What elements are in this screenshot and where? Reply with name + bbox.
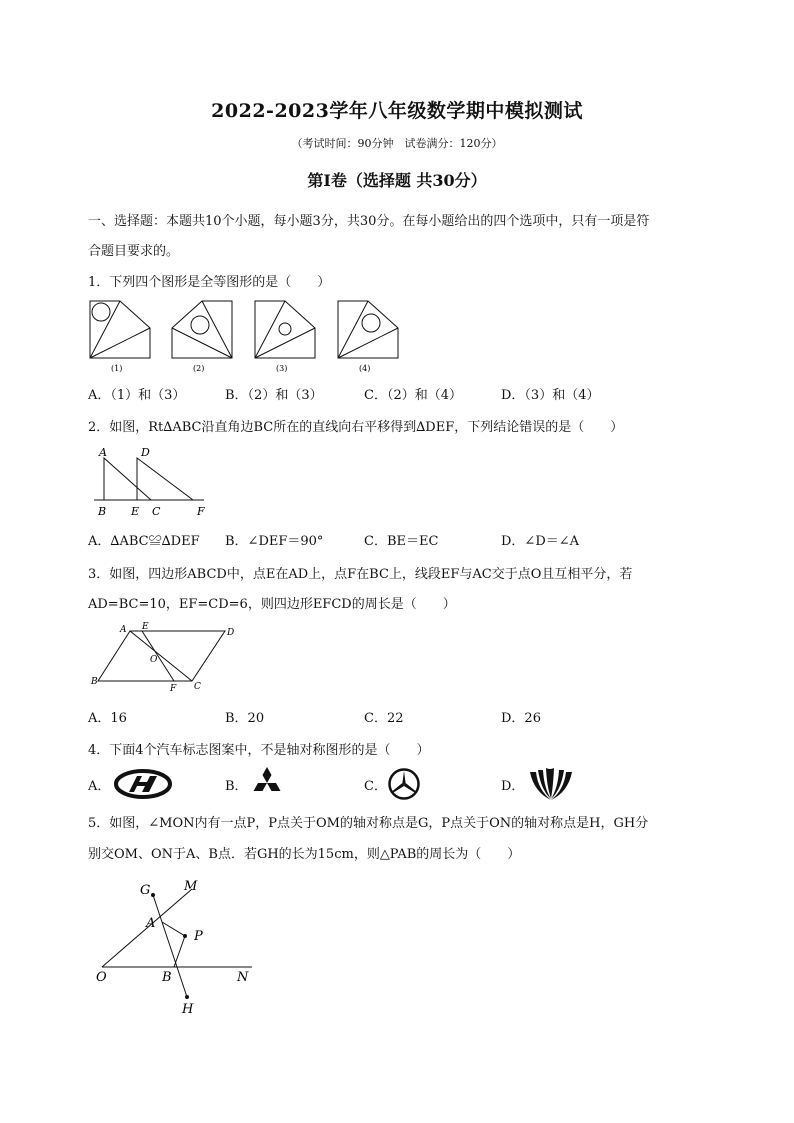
q5-stem-line-2: 别交OM、ON于A、B点．若GH的长为15cm，则△PAB的周长为（ ） [88, 847, 521, 862]
q1-stem: 1．下列四个图形是全等图形的是（ ） [88, 275, 331, 290]
q5-stem-line-1: 5．如图，∠MON内有一点P，P点关于OM的轴对称点是G，P点关于ON的轴对称点是H，GH分 [88, 816, 649, 831]
q2-point-d: D [141, 446, 150, 459]
q2-option-d[interactable]: D．∠D＝∠A [501, 534, 580, 549]
q3-point-e: E [142, 622, 149, 632]
q4-option-a[interactable]: A． [88, 779, 111, 794]
q3-option-c[interactable]: C．22 [364, 711, 404, 726]
q3-stem-line-2: AD=BC=10，EF=CD=6，则四边形EFCD的周长是（ ） [88, 597, 456, 612]
q2-point-f: F [197, 505, 205, 518]
exam-info: （考试时间：90分钟 试卷满分：120分） [291, 137, 503, 150]
q5-point-m: M [184, 879, 198, 894]
q1-option-c[interactable]: C．（2）和（4） [364, 388, 462, 403]
q2-point-a: A [99, 446, 107, 459]
q3-point-c: C [194, 682, 201, 692]
q3-point-d: D [227, 628, 235, 638]
q1-label-1: (1) [111, 364, 123, 373]
q2-option-a[interactable]: A．∆ABC≌∆DEF [88, 534, 200, 549]
q5-point-g: G [140, 883, 151, 898]
q5-point-b: B [162, 970, 172, 985]
q2-option-b[interactable]: B．∠DEF＝90° [225, 534, 324, 549]
q5-point-p: P [194, 929, 203, 944]
q4-option-b[interactable]: B． [225, 779, 248, 794]
q5-figure [88, 875, 268, 1020]
page-title: 2022-2023学年八年级数学期中模拟测试 [211, 100, 583, 122]
q1-options [88, 384, 728, 402]
q1-shape-1 [90, 301, 150, 358]
q3-option-a[interactable]: A．16 [88, 711, 127, 726]
q4-stem: 4．下面4个汽车标志图案中，不是轴对称图形的是（ ） [88, 743, 430, 758]
q2-point-e: E [131, 505, 140, 518]
instructions-line-2: 合题目要求的。 [88, 244, 180, 259]
q2-option-c[interactable]: C．BE＝EC [364, 534, 439, 549]
q4-option-c[interactable]: C． [364, 779, 387, 794]
q2-figure [88, 444, 218, 519]
q3-figure [88, 620, 248, 698]
q3-option-d[interactable]: D．26 [501, 711, 541, 726]
q3-point-b: B [91, 677, 98, 687]
q1-option-a[interactable]: A．（1）和（3） [88, 388, 186, 403]
q3-option-b[interactable]: B．20 [225, 711, 265, 726]
q1-figures [88, 298, 428, 378]
q1-option-d[interactable]: D．（3）和（4） [501, 388, 600, 403]
q4-option-d[interactable]: D． [501, 779, 525, 794]
q5-point-n: N [237, 970, 249, 985]
q1-option-b[interactable]: B．（2）和（3） [225, 388, 323, 403]
q1-shape-4 [338, 301, 398, 358]
mitsubishi-logo-icon [250, 766, 284, 802]
q2-point-c: C [152, 505, 161, 518]
q3-point-f: F [170, 684, 177, 694]
q1-shape-3 [255, 301, 315, 358]
q2-point-b: B [98, 505, 107, 518]
instructions-line-1: 一、选择题：本题共10个小题，每小题3分，共30分。在每小题给出的四个选项中，只有一项是符 [88, 214, 650, 229]
q1-label-3: (3) [276, 364, 288, 373]
q1-shape-2 [172, 301, 232, 358]
q2-options [88, 530, 728, 548]
q5-point-a: A [146, 916, 156, 931]
section-heading: 第Ⅰ卷（选择题 共30分） [307, 171, 487, 190]
q3-point-a: A [120, 625, 127, 635]
hyundai-logo-icon [114, 768, 172, 800]
q1-label-2: (2) [193, 364, 205, 373]
q5-point-h: H [182, 1002, 194, 1017]
mercedes-logo-icon [387, 767, 421, 801]
daewoo-logo-icon [528, 766, 574, 802]
q1-label-4: (4) [359, 364, 371, 373]
q5-point-o: O [96, 970, 107, 985]
q2-stem: 2．如图，Rt∆ABC沿直角边BC所在的直线向右平移得到∆DEF，下列结论错误的是（ ） [88, 420, 624, 435]
q3-stem-line-1: 3．如图，四边形ABCD中，点E在AD上，点F在BC上，线段EF与AC交于点O且互相平分，若 [88, 567, 633, 582]
q3-point-o: O [150, 655, 158, 665]
q3-options [88, 707, 728, 725]
